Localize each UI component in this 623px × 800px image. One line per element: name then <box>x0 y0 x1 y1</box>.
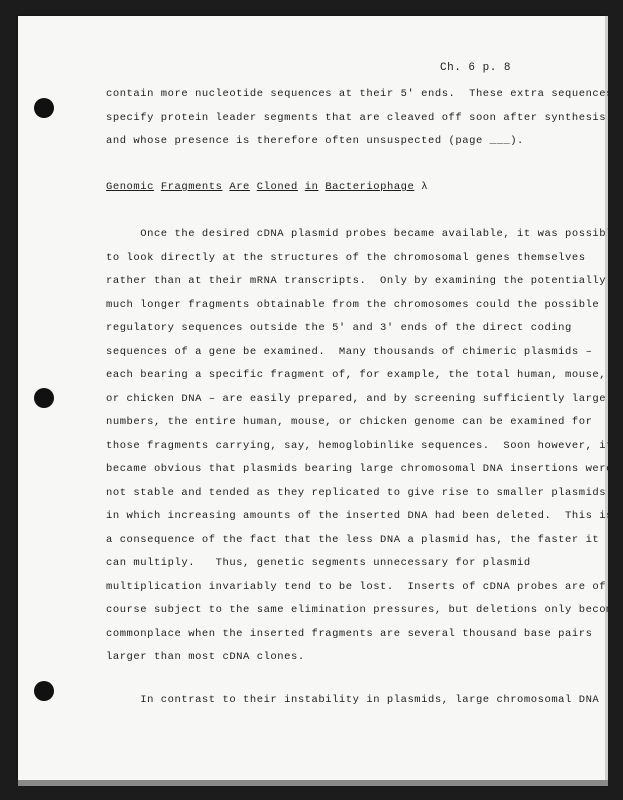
text-line: larger than most cDNA clones. <box>106 651 305 663</box>
page-header: Ch. 6 p. 8 <box>440 62 512 74</box>
text-line: course subject to the same elimination pressures, but deletions only become <box>106 604 620 616</box>
section-heading <box>106 182 428 193</box>
heading-word: Cloned <box>256 181 298 193</box>
text-line: a consequence of the fact that the less DNA a plasmid has, the faster it <box>106 533 600 546</box>
text-line: multiplication invariably tend to be lost. Inserts of cDNA probes are of <box>106 580 607 593</box>
punch-hole-middle <box>34 388 54 408</box>
text-line: contain more nucleotide sequences at their 5' ends. These extra sequences <box>106 88 613 100</box>
text-line: commonplace when the inserted fragments are several thousand base pairs <box>106 627 593 640</box>
text-line: numbers, the entire human, mouse, or chicken genome can be examined for <box>106 416 593 428</box>
lambda-symbol: λ <box>421 181 429 193</box>
punch-hole-top <box>34 98 54 118</box>
text-line: or chicken DNA – are easily prepared, and by screening sufficiently large <box>106 392 607 405</box>
heading-word: Genomic <box>106 181 154 193</box>
text-line: not stable and tended as they replicated to give rise to smaller plasmids <box>106 486 607 499</box>
text-line: in which increasing amounts of the inserted DNA had been deleted. This is <box>106 510 613 522</box>
text-line: sequences of a gene be examined. Many thousands of chimeric plasmids – <box>106 345 593 358</box>
text-line: specify protein leader segments that are cleaved off soon after synthesis <box>106 111 607 124</box>
heading-word: Fragments <box>160 181 223 193</box>
text-line: those fragments carrying, say, hemoglobinlike sequences. Soon however, it <box>106 439 613 452</box>
page-bottom-edge <box>18 780 608 786</box>
text-line: rather than at their mRNA transcripts. Only by examining the potentially <box>106 275 607 287</box>
heading-word: in <box>304 181 319 193</box>
text-line: became obvious that plasmids bearing large chromosomal DNA insertions were <box>106 463 613 475</box>
text-line: each bearing a specific fragment of, for example, the total human, mouse, <box>106 369 607 381</box>
text-line: regulatory sequences outside the 5' and 3' ends of the direct coding <box>106 322 572 334</box>
text-line: and whose presence is therefore often unsuspected (page ___). <box>106 135 524 147</box>
text-line: to look directly at the structures of the chromosomal genes themselves <box>106 251 586 264</box>
punch-hole-bottom <box>34 681 54 701</box>
text-line: can multiply. Thus, genetic segments unnecessary for plasmid <box>106 557 531 569</box>
heading-word: Bacteriophage <box>325 181 415 193</box>
text-line: much longer fragments obtainable from the chromosomes could the possible <box>106 298 600 311</box>
text-line: Once the desired cDNA plasmid probes became available, it was possible <box>106 228 620 240</box>
text-line: In contrast to their instability in plasmids, large chromosomal DNA <box>106 694 600 706</box>
heading-word: Are <box>229 181 250 193</box>
